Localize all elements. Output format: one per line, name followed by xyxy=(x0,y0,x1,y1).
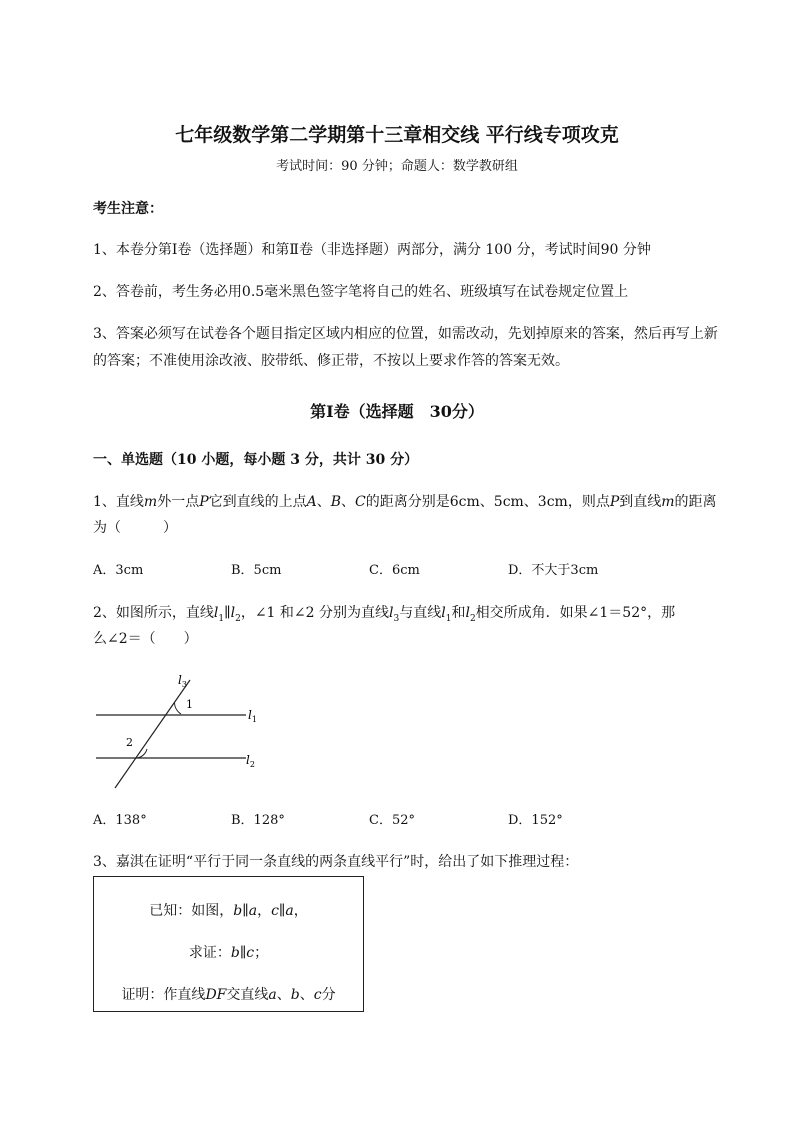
question-2-blank: 么∠2＝（ ） xyxy=(93,631,198,647)
question-3-text: 3、嘉淇在证明“平行于同一条直线的两条直线平行”时，给出了如下推理过程： xyxy=(93,854,579,870)
notice-item-3: 3、答案必须写在试卷各个题目指定区域内相应的位置，如需改动，先划掉原来的答案，然后再写上新 xyxy=(93,326,718,342)
label-l3: $l_3$ xyxy=(178,673,187,689)
q2-option-c: C．52° xyxy=(369,813,415,828)
line-l3 xyxy=(115,680,190,788)
section-title: 第Ⅰ卷（选择题 30分） xyxy=(310,402,484,421)
q1-option-b: B．5cm xyxy=(231,563,282,578)
q1-option-d: D．不大于3cm xyxy=(508,563,599,578)
document-title: 七年级数学第二学期第十三章相交线 平行线专项攻克 xyxy=(175,124,619,146)
angle-1-arc xyxy=(174,702,181,714)
label-l2: $l_2$ xyxy=(246,753,255,769)
notice-item-2: 2、答卷前，考生务必用0.5毫米黑色签字笔将自己的姓名、班级填写在试卷规定位置上 xyxy=(93,284,629,300)
question-1-blank: 为（ ） xyxy=(93,520,177,536)
exam-info: 考试时间：90 分钟；命题人：数学教研组 xyxy=(276,159,518,174)
q1-option-a: A．3cm xyxy=(93,563,144,578)
q2-option-d: D．152° xyxy=(508,813,563,828)
q2-option-b: B．128° xyxy=(231,813,285,828)
proof-to-prove: 求证：b∥c； xyxy=(188,945,269,961)
angle-2-label: 2 xyxy=(126,736,133,749)
parallel-lines-figure xyxy=(90,670,280,795)
notice-item-1: 1、本卷分第Ⅰ卷（选择题）和第Ⅱ卷（非选择题）两部分，满分 100 分，考试时间90 分钟 xyxy=(93,242,651,258)
q1-option-c: C．6cm xyxy=(369,563,420,578)
proof-given: 已知：如图，b∥a，c∥a， xyxy=(149,903,308,919)
part-heading: 一、单选题（10 小题，每小题 3 分，共计 30 分） xyxy=(93,452,419,468)
notice-heading: 考生注意： xyxy=(93,201,163,217)
proof-box xyxy=(93,876,364,1012)
question-1-text: 1、直线m外一点P它到直线的上点A、B、C的距离分别是6cm、5cm、3cm，则点P到直线m的距离 xyxy=(93,494,717,510)
question-2-text: 2、如图所示，直线$l_1\parallel l_2$，∠1 和∠2 分别为直线$l_3$与直线$l_1$和$l_2$相交所成角．如果∠1＝52°，那 xyxy=(93,605,676,624)
q2-option-a: A．138° xyxy=(93,813,147,828)
label-l1: $l_1$ xyxy=(248,708,257,724)
angle-1-label: 1 xyxy=(186,698,193,711)
notice-item-3-cont: 的答案；不准使用涂改液、胶带纸、修正带，不按以上要求作答的答案无效。 xyxy=(93,353,569,369)
proof-start: 证明：作直线DF交直线a、b、c分 xyxy=(121,987,336,1003)
